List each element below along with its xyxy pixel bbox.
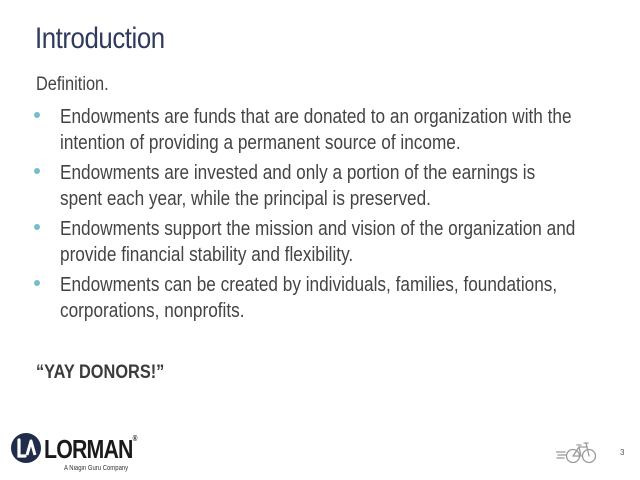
- bullet-line: spent each year, while the principal is preserved.: [60, 188, 431, 210]
- bullet-item: [34, 272, 634, 328]
- bullet-line: provide financial stability and flexibility.: [60, 244, 354, 266]
- bullet-line: Endowments support the mission and vision of the organization and: [60, 218, 576, 240]
- bullet-list: [34, 104, 634, 328]
- page-number: 3: [620, 448, 625, 457]
- bullet-line: Endowments can be created by individuals, families, foundations,: [60, 274, 558, 296]
- logo-wordmark: [44, 434, 137, 465]
- bullet-dot-icon: [34, 168, 40, 174]
- bullet-item: [34, 104, 634, 160]
- bullet-item: [34, 160, 634, 216]
- bullet-line: Endowments are invested and only a portion of the earnings is: [60, 162, 536, 184]
- bullet-dot-icon: [34, 224, 40, 230]
- lorman-logo: [10, 432, 137, 474]
- bullet-line: intention of providing a permanent source of income.: [60, 132, 461, 154]
- bullet-dot-icon: [34, 280, 40, 286]
- slide-title: Introduction: [35, 22, 165, 55]
- bullet-text: [60, 104, 610, 156]
- bullet-text: [60, 160, 610, 212]
- definition-label: Definition.: [36, 74, 109, 95]
- bullet-dot-icon: [34, 112, 40, 118]
- bullet-line: corporations, nonprofits.: [60, 300, 245, 322]
- bullet-item: [34, 216, 634, 272]
- bullet-line: Endowments are funds that are donated to an organization with the: [60, 106, 572, 128]
- registered-mark: ®: [132, 434, 137, 443]
- bullet-text: [60, 216, 610, 268]
- logo-tagline: A Niagin Guru Company: [64, 465, 129, 472]
- logo-wordmark-text: LORMAN: [44, 434, 133, 464]
- bullet-text: [60, 272, 610, 324]
- slogan: “YAY DONORS!”: [36, 362, 165, 383]
- bicycle-icon: [556, 441, 598, 465]
- lorman-logo-mark-icon: [10, 432, 42, 464]
